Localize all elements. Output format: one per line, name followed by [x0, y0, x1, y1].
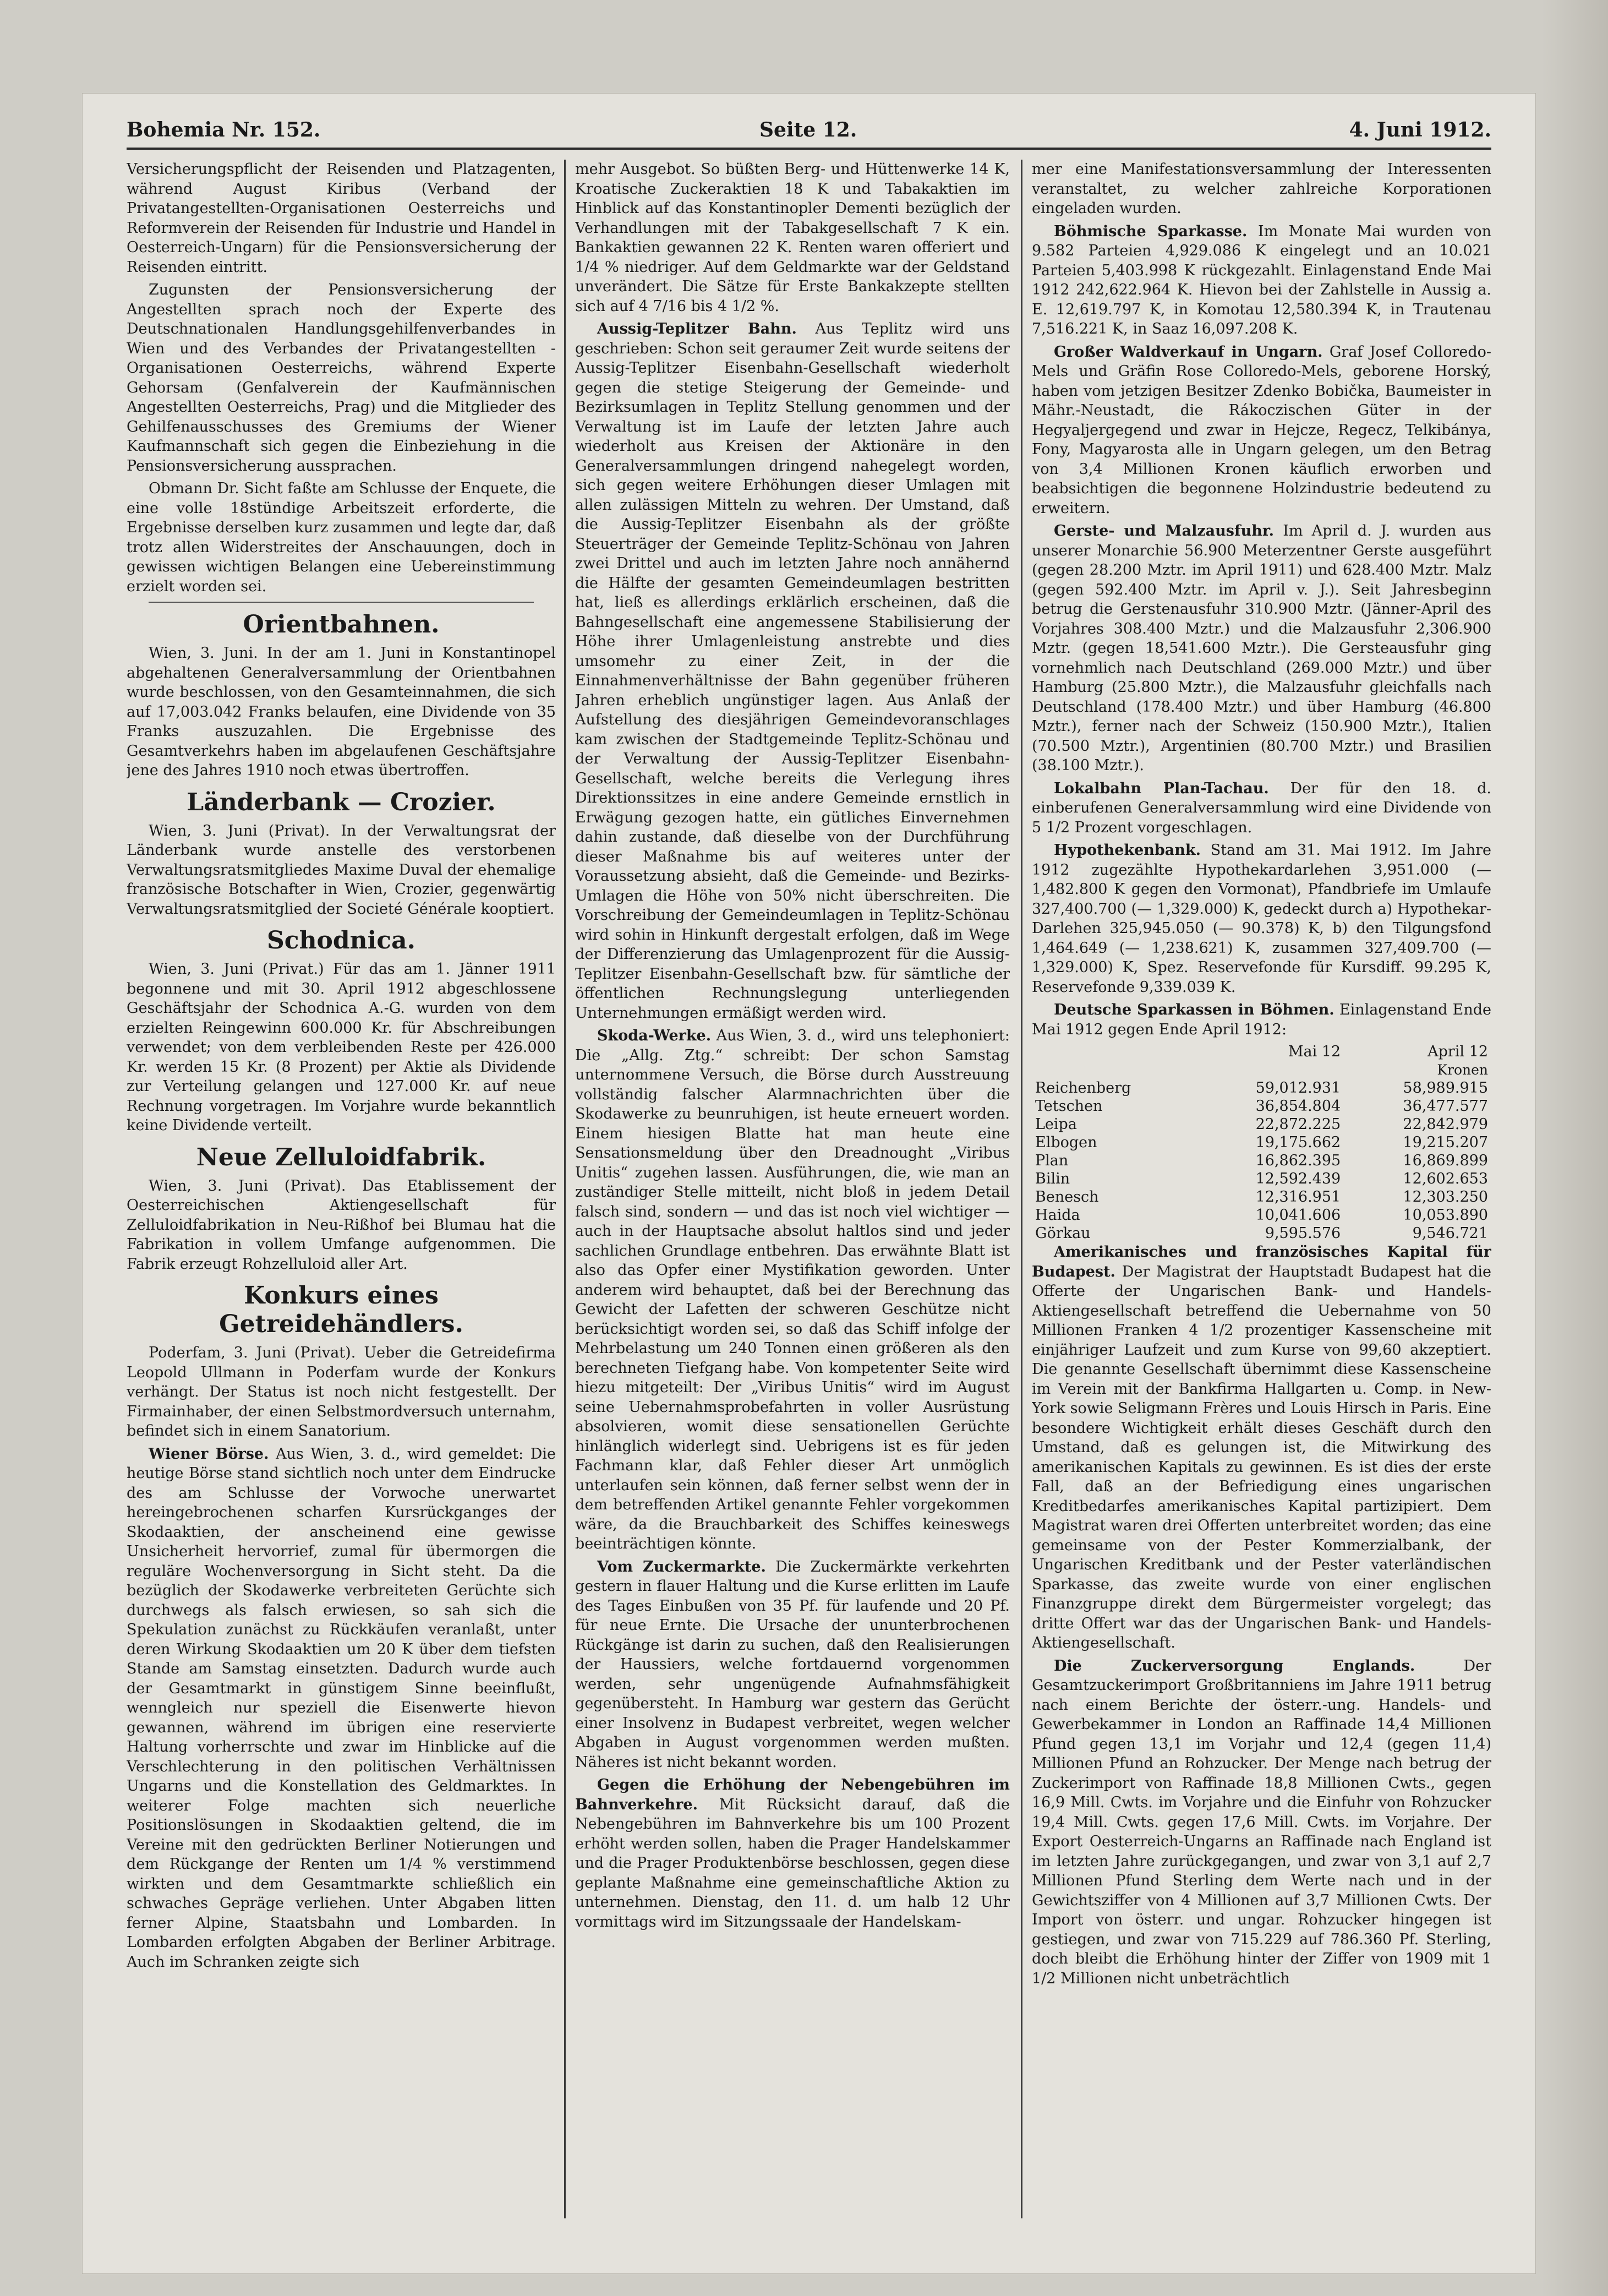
town-name: Plan	[1035, 1152, 1069, 1169]
article-paragraph	[1032, 779, 1491, 838]
article-lead: Lokalbahn Plan-Tachau.	[1054, 779, 1269, 797]
deposit-value: 36,477.577	[1403, 1098, 1488, 1115]
table-header-row	[1032, 1043, 1491, 1061]
article-lead: Großer Waldverkauf in Ungarn.	[1054, 343, 1323, 361]
deposit-value: 19,215.207	[1403, 1134, 1488, 1151]
deposit-value: 19,175.662	[1255, 1134, 1341, 1151]
table-body	[1032, 1079, 1491, 1242]
article-body: Im Monate Mai wurden von 9.582 Parteien 4,929.086 K eingelegt und an 10.021 Parteien 5,403.998 K rückgezahlt. Einlagenstand Ende Mai 1912 242,622.964 K. Hievon bei der Zahlstelle in Aussig a. E. 12,619.797 K, in Komotau 12,580.394 K, in Trautenau 7,516.221 K, in Saaz 16,097.208 K.	[1032, 222, 1491, 337]
article-paragraph: Zugunsten der Pensionsversicherung der Angestellten sprach noch der Experte des Deutschnationalen Handlungsgehilfenverbandes in Wien und des Verbandes der Privatangestellten - Organisationen Oesterreichs, während Experte Gehorsam (Genfalverein der Kaufmännischen Angestellten Oesterreichs, Prag) und die Mitglieder des Gehilfenausschusses des Gremiums der Wiener Kaufmannschaft sich gegen die Einbeziehung in die Pensionsversicherung aussprachen.	[127, 281, 556, 475]
deposit-value: 12,316.951	[1255, 1188, 1341, 1206]
article-paragraph: Obmann Dr. Sicht faßte am Schlusse der Enquete, die eine volle 18stündige Arbeitszeit erforderte, die Ergebnisse derselben kurz zusammen und legte dar, daß trotz allen Widerstreites der Anschauungen, doch in gewissen wichtigen Belangen eine Uebereinstimmung erzielt worden sei.	[127, 480, 556, 595]
scan-margin	[1542, 0, 1608, 2296]
article-lead: Die Zuckerversorgung Englands.	[1054, 1657, 1415, 1675]
deposit-value: 59,012.931	[1255, 1079, 1341, 1097]
article-body: Aus Wien, 3. d., wird gemeldet: Die heutige Börse stand sichtlich noch unter dem Eindrucke des am Schlusse der Vorwoche unerwartet hereingebrochenen scharfen Kursrückganges der Skodaaktien, der anscheinend eine gewisse Unsicherheit hervorrief, zumal für übermorgen die reguläre Wochenversorgung in Sicht steht. Da die bezüglich der Skodawerke verbreiteten Gerüchte sich durchwegs als falsch erwiesen, so sah sich die Spekulation zunächst zu Rückkäufen veranlaßt, unter deren Wirkung Skodaaktien um 20 K über dem tiefsten Stande am Samstag einsetzten. Dadurch wurde auch der Gesamtmarkt in günstigem Sinne beeinflußt, wenngleich nur speziell die Eisenwerte hievon gewannen, während im übrigen eine reservierte Haltung vorherrschte und zwar im Hinblicke auf die Verschlechterung in den politischen Verhältnissen Ungarns und die Konstellation des Geldmarktes. In weiterer Folge machten sich neuerliche Positionslösungen in Skodaaktien geltend, die im Vereine mit den gedrückten Berliner Notierungen und dem Rückgange der Renten um 1/4 % verstimmend wirkten und dem Gesamtmarkte schließlich ein schwaches Gepräge verliehen. Unter Abgaben litten ferner Alpine, Staatsbahn und Lombarden. In Lombarden erfolgten Abgaben der Berliner Arbitrage. Auch im Schranken zeigte sich	[127, 1445, 556, 1971]
page-header	[127, 118, 1491, 151]
table-unit: Kronen	[1437, 1062, 1488, 1078]
table-header-cell: Mai 12	[1288, 1043, 1341, 1060]
header-rule	[127, 148, 1491, 150]
headline-laenderbank: Länderbank — Crozier.	[187, 788, 496, 816]
column-2	[575, 160, 1010, 2218]
table-row	[1032, 1133, 1491, 1152]
article-paragraph: Wien, 3. Juni (Privat). In der Verwaltungsrat der Länderbank wurde anstelle des verstorbenen Verwaltungsratsmitgliedes Maxime Duval der ehemalige französische Botschafter in Wien, Crozier, gegenwärtig Verwaltungsratsmitglied der Societé Générale kooptiert.	[127, 822, 556, 918]
town-name: Tetschen	[1035, 1098, 1103, 1115]
article-paragraph: Wien, 3. Juni (Privat). Das Etablissement der Oesterreichischen Aktiengesellschaft für Zelluloidfabrikation in Neu-Rißhof bei Blumau hat die Fabrikation in vollem Umfange aufgenommen. Die Fabrik erzeugt Rohzelluloid aller Art.	[127, 1177, 556, 1273]
deposit-value: 16,862.395	[1255, 1152, 1341, 1169]
column-divider	[564, 160, 566, 2218]
article-paragraph	[1032, 222, 1491, 339]
column-divider	[1021, 160, 1022, 2218]
article-body: Stand am 31. Mai 1912. Im Jahre 1912 zugezählte Hypothekardarlehen 3,951.000 (— 1,482.800 K gegen den Vormonat), Pfandbriefe im Umlaufe 327,400.700 (— 1,329.000) K, gedeckt durch a) Hypothekar-Darlehen 325,945.050 (— 90.378) K, b) den Tilgungsfond 1,464.649 (— 1,238.621) K, zusammen 327,409.700 (— 1,329.000) K, Spez. Reservefonde für Kursdiff. 99.295 K, Reservefonde 9,339.039 K.	[1032, 842, 1491, 996]
table-row	[1032, 1224, 1491, 1242]
article-body: Aus Wien, 3. d., wird uns telephoniert: Die „Allg. Ztg.“ schreibt: Der schon Samstag unternommene Versuch, die Börse durch Ausstreuung vollständig falscher Alarmnachrichten über die Skodawerke zu beunruhigen, ist heute erneuert worden. Einem hiesigen Blatte hat man heute eine Sensationsmeldung über den Dreadnought „Viribus Unitis“ zugehen lassen. Ausführungen, die, wie man an zuständiger Stelle mitteilt, nicht bloß in jedem Detail falsch sind, sondern — und das ist noch viel wichtiger — auch in der Hauptsache absolut haltlos sind und jeder sachlichen Grundlage entbehren. Das erwähnte Blatt ist also das Opfer einer Mystifikation geworden. Unter anderem wird behauptet, daß bei der Berechnung das Gewicht der Lafetten der schweren Geschütze nicht berücksichtigt worden sei, so daß das Schiff infolge der Mehrbelastung um 240 Tonnen einen größeren als den berechneten Tiefgang habe. Von kompetenter Seite wird hiezu mitgeteilt: Der „Viribus Unitis“ wird im August seine Uebernahmsprobefahrten in voller Ausrüstung absolvieren, womit diese sensationellen Gerüchte hinlänglich widerlegt sind. Uebrigens ist es für jeden Fachmann klar, daß Fehler dieser Art unmöglich unterlaufen sein können, daß ferner selbst wenn der in dem betreffenden Artikel genannte Fehler vorgekommen wäre, da die Brauchbarkeit des Schiffes keineswegs beeinträchtigen könnte.	[575, 1027, 1010, 1552]
town-name: Benesch	[1035, 1188, 1099, 1206]
article-paragraph	[1032, 1656, 1491, 1989]
town-name: Görkau	[1035, 1225, 1091, 1242]
article-lead: Skoda-Werke.	[597, 1027, 712, 1044]
article-body: Der Gesamtzuckerimport Großbritanniens im Jahre 1911 betrug nach einem Berichte der österr.-ung. Handels- und Gewerbekammer in London an Raffinade 14,4 Millionen Pfund gegen 13,1 im Vorjahr und 12,4 (gegen 11,4) Millionen Pfund an Rohzucker. Der Menge nach betrug der Zuckerimport von Raffinade 18,8 Millionen Cwts., gegen 16,9 Mill. Cwts. im Vorjahre und die Einfuhr von Rohzucker 19,4 Mill. Cwts. gegen 17,6 Mill. Cwts. im Vorjahre. Der Export Oesterreich-Ungarns an Raffinade nach England ist im letzten Jahre zurückgegangen, und zwar von 3,1 auf 2,7 Millionen Pfund Sterling dem Werte nach und in der Gewichtsziffer von 4 Millionen auf 3,7 Millionen Cwts. Der Import von österr. und ungar. Rohzucker hingegen ist gestiegen, und zwar von 715.229 auf 786.360 Pf. Sterling, doch bleibt die Erhöhung hinter der Ziffer von 1909 mit 1 1/2 Millionen nicht unbeträchtlich	[1032, 1657, 1491, 1987]
deposit-value: 12,602.653	[1403, 1170, 1488, 1187]
newspaper-issue: Bohemia Nr. 152.	[127, 118, 321, 141]
article-paragraph	[1032, 841, 1491, 997]
headline-zelluloidfabrik: Neue Zelluloidfabrik.	[196, 1143, 486, 1171]
deposit-value: 22,842.979	[1403, 1116, 1488, 1133]
table-row	[1032, 1170, 1491, 1188]
article-paragraph	[575, 1775, 1010, 1932]
article-paragraph	[1032, 342, 1491, 519]
article-paragraph: mehr Ausgebot. So büßten Berg- und Hüttenwerke 14 K, Kroatische Zuckeraktien 18 K und Tabakaktien im Hinblick auf das Konstantinopler Dementi bezüglich der Verhandlungen mit der Tabakgesellschaft 7 K ein. Bankaktien gewannen 22 K. Renten waren offeriert und 1/4 % niedriger. Auf dem Geldmarkte war der Geldstand unverändert. Die Sätze für Erste Bankakzepte stellten sich auf 4 7/16 bis 4 1/2 %.	[575, 161, 1010, 315]
issue-date: 4. Juni 1912.	[1349, 118, 1491, 141]
deposit-value: 10,053.890	[1403, 1207, 1488, 1224]
article-lead: Gegen die Erhöhung der Nebengebühren im Bahnverkehre.	[575, 1776, 1010, 1813]
article-paragraph: mer eine Manifestationsversammlung der Interessenten veranstaltet, zu welcher zahlreiche Korporationen eingeladen wurden.	[1032, 161, 1491, 217]
deposit-value: 36,854.804	[1255, 1098, 1341, 1115]
deposit-value: 16,869.899	[1403, 1152, 1488, 1169]
table-row	[1032, 1079, 1491, 1097]
article-paragraph	[1032, 1242, 1491, 1653]
town-name: Elbogen	[1035, 1134, 1097, 1151]
column-3	[1032, 160, 1491, 2218]
table-header-cell	[1032, 1043, 1196, 1061]
deposit-value: 10,041.606	[1255, 1207, 1341, 1224]
town-name: Haida	[1035, 1207, 1080, 1224]
deposit-value: 22,872.225	[1255, 1116, 1341, 1133]
headline-schodnica: Schodnica.	[267, 926, 415, 955]
article-body: Die Zuckermärkte verkehrten gestern in flauer Haltung und die Kurse erlitten im Laufe des Tages Einbußen von 35 Pf. für laufende und 20 Pf. für neue Ernte. Die Ursache der ununterbrochenen Rückgänge ist darin zu suchen, daß den Realisierungen der Haussiers, welche fortdauernd vorgenommen werden, sehr ungenügende Aufnahmsfähigkeit gegenübersteht. In Hamburg war gestern das Gerücht einer Insolvenz in Budapest verbreitet, wegen welcher Abgaben in August vorgenommen werden mußten. Näheres ist nicht bekannt worden.	[575, 1558, 1010, 1771]
article-body: Im April d. J. wurden aus unserer Monarchie 56.900 Meterzentner Gerste ausgeführt (gegen 28.200 Mztr. im April 1911) und 628.400 Mztr. Malz (gegen 592.400 Mztr. im April v. J.). Seit Jahresbeginn betrug die Gerstenausfuhr 310.900 Mztr. (Jänner-April des Vorjahres 308.400 Mztr.) und die Malzausfuhr 2,306.900 Mztr. (gegen 18,541.600 Mztr.). Die Gersteausfuhr ging vornehmlich nach Deutschland (269.000 Mztr.) und über Hamburg (25.800 Mztr.), die Malzausfuhr gleichfalls nach Deutschland (178.400 Mztr.) und über Hamburg (46.800 Mztr.), ferner nach der Schweiz (150.900 Mztr.), Italien (70.500 Mztr.), Argentinien (80.700 Mztr.) und Brasilien (38.100 Mztr.).	[1032, 522, 1491, 774]
article-paragraph	[127, 1444, 556, 1972]
article-paragraph: Poderfam, 3. Juni (Privat). Ueber die Getreidefirma Leopold Ullmann in Poderfam wurde der Konkurs verhängt. Der Status ist noch nicht festgestellt. Der Firmainhaber, der einen Selbstmordversuch unternahm, befindet sich in einem Sanatorium.	[127, 1344, 556, 1439]
article-paragraph: Wien, 3. Juni (Privat.) Für das am 1. Jänner 1911 begonnene und mit 30. April 1912 abgeschlossene Geschäftsjahr der Schodnica A.-G. wurden von dem erzielten Reingewinn 600.000 Kr. für Abschreibungen verwendet; von dem verbleibenden Reste per 426.000 Kr. werden 15 Kr. (8 Prozent) per Aktie als Dividende zur Verteilung gelangen und 127.000 Kr. auf neue Rechnung vorgetragen. Im Vorjahre wurde bekanntlich keine Dividende verteilt.	[127, 961, 556, 1134]
article-lead: Aussig-Teplitzer Bahn.	[597, 320, 797, 337]
article-lead: Hypothekenbank.	[1054, 842, 1201, 859]
article-body: Graf Josef Colloredo-Mels und Gräfin Rose Colloredo-Mels, geborene Horský, haben vom jetzigen Besitzer Zdenko Bobička, Baumeister in Mähr.-Neustadt, die Rákoczischen Güter in der Hegyaljergegend und zwar in Hejcze, Regecz, Telkibánya, Fony, Magyarosta alle in Ungarn gelegen, um den Betrag von 3,4 Millionen Kronen käuflich erworben und beabsichtigen die begonnene Holzindustrie bedeutend zu erweitern.	[1032, 343, 1491, 517]
table-row	[1032, 1115, 1491, 1133]
article-paragraph: Wien, 3. Juni. In der am 1. Juni in Konstantinopel abgehaltenen Generalversammlung der Orientbahnen wurde beschlossen, von den Gesamteinnahmen, die sich auf 17,003.042 Franks belaufen, eine Dividende von 35 Franks auszuzahlen. Die Ergebnisse des Gesamtverkehrs haben im abgelaufenen Geschäftsjahre jene des Jahres 1910 noch etwas übertroffen.	[127, 645, 556, 779]
article-body: Einlagenstand Ende Mai 1912 gegen Ende April 1912:	[1032, 1001, 1491, 1038]
article-lead: Wiener Börse.	[149, 1445, 269, 1463]
table-row	[1032, 1097, 1491, 1115]
article-lead: Gerste- und Malzausfuhr.	[1054, 522, 1275, 539]
article-lead: Vom Zuckermarkte.	[597, 1558, 766, 1575]
column-1	[127, 160, 556, 2218]
deposit-value: 12,303.250	[1403, 1188, 1488, 1206]
headline-orientbahnen: Orientbahnen.	[243, 610, 440, 639]
article-paragraph	[1032, 521, 1491, 776]
article-lead: Deutsche Sparkassen in Böhmen.	[1054, 1001, 1334, 1018]
deposit-value: 9,595.576	[1265, 1225, 1341, 1242]
town-name: Bilin	[1035, 1170, 1070, 1187]
table-unit-row	[1032, 1061, 1491, 1079]
article-paragraph: Versicherungspflicht der Reisenden und Platzagenten, während August Kiribus (Verband der Privatangestellten-Organisationen Oesterreichs und Reformverein der Reisenden für Industrie und Handel in Oesterreich-Ungarn) für die Pensionsversicherung der Reisenden eintritt.	[127, 161, 556, 276]
article-paragraph	[575, 1557, 1010, 1773]
article-paragraph	[575, 319, 1010, 1023]
deposit-value: 58,989.915	[1403, 1079, 1488, 1097]
article-lead: Böhmische Sparkasse.	[1054, 222, 1248, 240]
deposit-value: 9,546.721	[1412, 1225, 1488, 1242]
article-body: Der Magistrat der Hauptstadt Budapest hat die Offerte der Ungarischen Bank- und Handels-Aktiengesellschaft betreffend die Uebernahme von 50 Millionen Franken 4 1/2 prozentiger Kassenscheine mit einjähriger Laufzeit und zum Kurse von 99,60 akzeptiert. Die genannte Gesellschaft übernimmt diese Kassenscheine im Verein mit der Bankfirma Hallgarten u. Comp. in New-York sowie Seligmann Frères und Louis Hirsch in Paris. Eine besondere Wichtigkeit erhält dieses Geschäft durch den Umstand, daß es gelungen ist, die Mitwirkung des amerikanischen Kapitals zu gewinnen. Es ist dies der erste Fall, daß an der Befriedigung eines ungarischen Kreditbedarfes amerikanisches Kapital partizipiert. Dem Magistrat waren drei Offerten unterbreitet worden; das eine gemeinsame von der Pester Kommerzialbank, der Ungarischen Kreditbank und der Pester vaterländischen Sparkasse, das zweite wurde von einer englischen Finanzgruppe direkt dem Bürgermeister vorgelegt; das dritte Offert war das der Ungarischen Bank- und Handels-Aktiengesellschaft.	[1032, 1263, 1491, 1651]
article-body: Der für den 18. d. einberufenen Generalversammlung wird eine Dividende von 5 1/2 Prozent vorgeschlagen.	[1032, 779, 1491, 836]
headline-konkurs: Konkurs eines Getreidehändlers.	[219, 1281, 463, 1338]
section-rule	[149, 602, 534, 603]
table-row	[1032, 1206, 1491, 1224]
article-body: Aus Teplitz wird uns geschrieben: Schon seit geraumer Zeit wurde seitens der Aussig-Teplitzer Eisenbahn-Gesellschaft wiederholt gegen die stetige Steigerung der Gemeinde- und Bezirksumlagen in Teplitz Stellung genommen und der Verwaltung ist im Laufe der letzten Jahre auch wiederholt aus Kreisen der Aktionäre in den Generalversammlungen dringend nahegelegt worden, sich gegen weitere Erhöhungen dieser Umlagen mit allen zulässigen Mitteln zu wehren. Der Umstand, daß die Aussig-Teplitzer Eisenbahn als der größte Steuerträger der Gemeinde Teplitz-Schönau von Jahren zwei Drittel und auch im letzten Jahre noch annähernd die Hälfte der gesamten Gemeindeumlagen bestritten hat, ließ es allerdings erklärlich erscheinen, daß die Bahngesellschaft eine angemessene Stabilisierung der Höhe ihrer Umlagenleistung anstrebte und dies umsomehr zu einer Zeit, in der die Einnahmenverhältnisse der Bahn gegenüber früheren Jahren erheblich ungünstiger lagen. Aus Anlaß der Aufstellung des diesjährigen Gemeindevoranschlages kam zwischen der Stadtgemeinde Teplitz-Schönau und der Verwaltung der Aussig-Teplitzer Eisenbahn-Gesellschaft, welche bereits die Verlegung ihres Direktionssitzes in eine andere Gemeinde ernstlich in Erwägung gezogen hatte, ein gütliches Einvernehmen dahin zustande, daß dieselbe von der Durchführung dieser Maßnahme bis auf weiteres unter der Voraussetzung absieht, daß die Gemeinde- und Bezirks-Umlagen die Höhe von 50% nicht überschreiten. Die Vorschreibung der Gemeindeumlagen in Teplitz-Schönau wird sohin in Hinkunft dergestalt erfolgen, daß im Wege der Differenzierung das Umlagenprozent für die Aussig-Teplitzer Eisenbahn-Gesellschaft bzw. für sämtliche der öffentlichen Rechnungslegung unterliegenden Unternehmungen ermäßigt werden wird.	[575, 320, 1010, 1022]
town-name: Reichenberg	[1035, 1079, 1131, 1097]
table-header-cell: April 12	[1427, 1043, 1488, 1060]
article-lead: Amerikanisches und französisches Kapital für Budapest.	[1032, 1244, 1491, 1280]
article-body: Mit Rücksicht darauf, daß die Nebengebühren im Bahnverkehre bis um 100 Prozent erhöht werden sollen, haben die Prager Handelskammer und die Prager Produktenbörse beschlossen, gegen diese geplante Maßnahme eine gemeinschaftliche Aktion zu unternehmen. Dienstag, den 11. d. um halb 12 Uhr vormittags wird im Sitzungssaale der Handelskam-	[575, 1796, 1010, 1930]
article-paragraph	[575, 1026, 1010, 1554]
deposit-value: 12,592.439	[1255, 1170, 1341, 1187]
table-row	[1032, 1188, 1491, 1206]
town-name: Leipa	[1035, 1116, 1077, 1133]
savings-bank-table	[1032, 1043, 1491, 1242]
article-paragraph	[1032, 1000, 1491, 1039]
page-number: Seite 12.	[759, 118, 857, 141]
table-row	[1032, 1152, 1491, 1170]
